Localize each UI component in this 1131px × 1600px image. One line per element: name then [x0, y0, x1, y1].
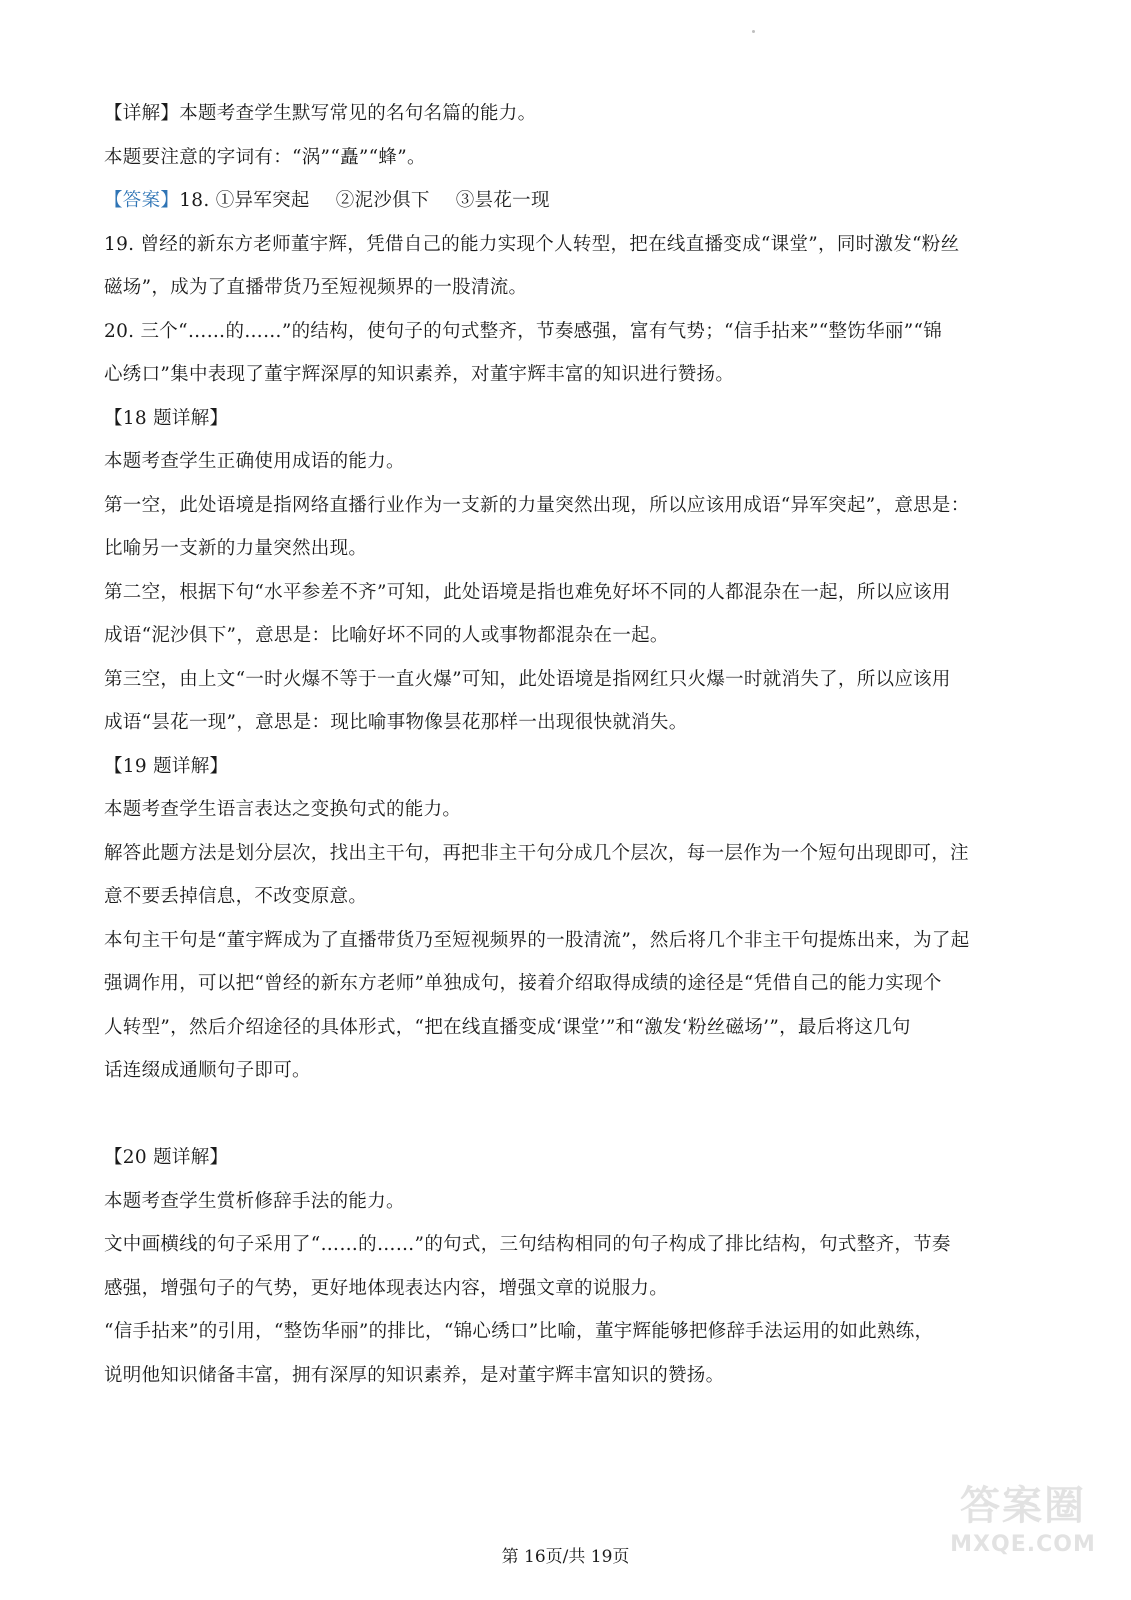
answer-19-line: 19. 曾经的新东方老师董宇辉，凭借自己的能力实现个人转型，把在线直播变成“课堂”，同时激发“粉丝 [104, 233, 960, 255]
paragraph-line: 话连缀成通顺句子即可。 [104, 1060, 311, 1081]
answer-item-1: ①异军突起 [215, 190, 310, 211]
paragraph-line: 文中画横线的句子采用了“……的……”的句式，三句结构相同的句子构成了排比结构，句式整齐，节奏 [104, 1234, 951, 1255]
paragraph-line: 成语“昙花一现”，意思是：现比喻事物像昙花那样一出现很快就消失。 [104, 712, 688, 733]
answer-item-2: ②泥沙俱下 [335, 190, 430, 211]
answer-number: 18. [179, 190, 210, 211]
answer-20-line: 心绣口”集中表现了董宇辉深厚的知识素养，对董宇辉丰富的知识进行赞扬。 [104, 364, 735, 385]
paragraph-line: 人转型”，然后介绍途径的具体形式，“把在线直播变成‘课堂’”和“激发‘粉丝磁场’”，最后将这几句 [104, 1016, 911, 1038]
paragraph-line: 意不要丢掉信息，不改变原意。 [104, 886, 368, 907]
detail-line: 本题要注意的字词有：“涡”“矗”“蜂”。 [104, 146, 426, 168]
watermark-text: 答案圈 [960, 1483, 1086, 1529]
page-number: 第 16页/共 19页 [501, 1547, 630, 1567]
detail-line: 【详解】本题考查学生默写常见的名句名篇的能力。 [104, 103, 537, 124]
paragraph-line: 本题考查学生语言表达之变换句式的能力。 [104, 799, 462, 820]
paragraph-line: 强调作用，可以把“曾经的新东方老师”单独成句，接着介绍取得成绩的途径是“凭借自己的能力实现个 [104, 973, 942, 994]
paragraph-line: 感强，增强句子的气势，更好地体现表达内容，增强文章的说服力。 [104, 1277, 669, 1299]
watermark-url: MXQE.COM [950, 1532, 1096, 1557]
paragraph-line: 本题考查学生赏析修辞手法的能力。 [104, 1190, 405, 1212]
document-body [104, 92, 1024, 1397]
answer-item-3: ③昙花一现 [455, 190, 550, 211]
answer-line [104, 179, 1024, 223]
section-heading-19: 【19 题详解】 [104, 755, 229, 777]
paragraph-line: 比喻另一支新的力量突然出现。 [104, 538, 368, 559]
paragraph-line: 成语“泥沙俱下”，意思是：比喻好坏不同的人或事物都混杂在一起。 [104, 625, 669, 646]
section-heading-18: 【18 题详解】 [104, 407, 229, 429]
scan-dot [752, 30, 755, 33]
answer-19-line: 磁场”，成为了直播带货乃至短视频界的一股清流。 [104, 277, 528, 298]
paragraph-line: 本句主干句是“董宇辉成为了直播带货乃至短视频界的一股清流”，然后将几个非主干句提炼出来，为了起 [104, 929, 970, 951]
paragraph-line: 第一空，此处语境是指网络直播行业作为一支新的力量突然出现，所以应该用成语“异军突起”，意思是： [104, 494, 970, 516]
paragraph-line: 第三空，由上文“一时火爆不等于一直火爆”可知，此处语境是指网红只火爆一时就消失了，所以应该用 [104, 668, 951, 690]
watermark-logo [943, 1474, 1103, 1570]
answer-20-line: 20. 三个“……的……”的结构，使句子的句式整齐，节奏感强，富有气势；“信手拈来”“整饬华丽”“锦 [104, 320, 943, 342]
answer-label: 【答案】 [104, 190, 180, 211]
paragraph-line: 解答此题方法是划分层次，找出主干句，再把非主干句分成几个层次，每一层作为一个短句出现即可，注 [104, 842, 969, 864]
paragraph-line: “信手拈来”的引用，“整饬华丽”的排比，“锦心绣口”比喻，董宇辉能够把修辞手法运用的如此熟练， [104, 1321, 934, 1342]
paragraph-line: 说明他知识储备丰富，拥有深厚的知识素养，是对董宇辉丰富知识的赞扬。 [104, 1364, 725, 1386]
paragraph-line: 第二空，根据下句“水平参差不齐”可知，此处语境是指也难免好坏不同的人都混杂在一起，所以应该用 [104, 581, 951, 603]
blank-line [104, 1093, 1024, 1137]
paragraph-line: 本题考查学生正确使用成语的能力。 [104, 451, 405, 472]
section-heading-20: 【20 题详解】 [104, 1147, 229, 1168]
